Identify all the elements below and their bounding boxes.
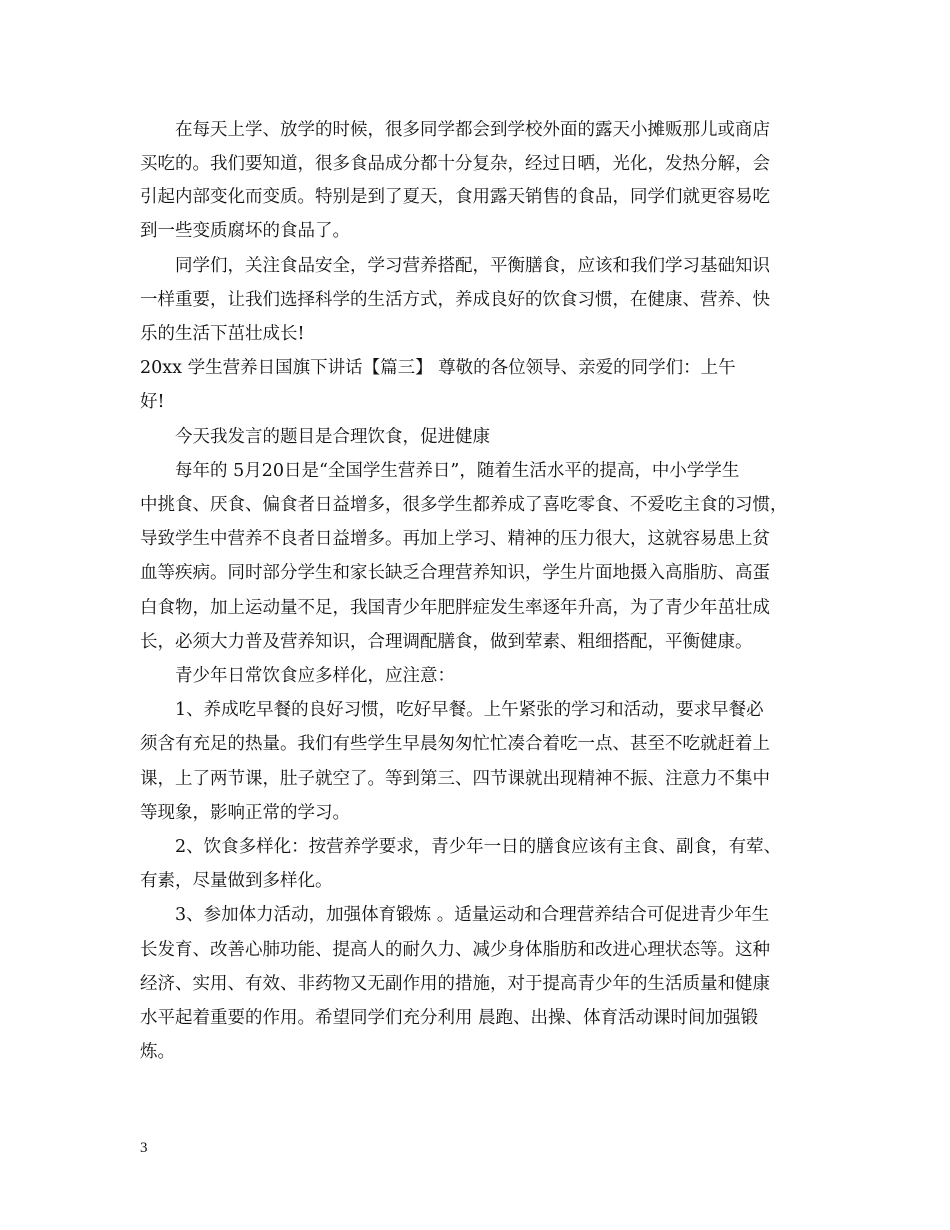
section-heading-line: 20xx 学生营养日国旗下讲话【篇三】 尊敬的各位领导、亲爱的同学们：上午 xyxy=(140,358,736,378)
text-line: 有素，尽量做到多样化。 xyxy=(140,871,333,891)
text-line: 在每天上学、放学的时候，很多同学都会到学校外面的露天小摊贩那儿或商店 xyxy=(175,120,770,140)
text-line: 1、养成吃早餐的良好习惯，吃好早餐。上午紧张的学习和活动，要求早餐必 xyxy=(175,700,764,720)
text-line: 2、饮食多样化：按营养学要求，青少年一日的膳食应该有主食、副食，有荤、 xyxy=(175,837,782,857)
text-line: 到一些变质腐坏的食品了。 xyxy=(140,221,350,241)
text-line: 经济、实用、有效、非药物又无副作用的措施，对于提高青少年的生活质量和健康 xyxy=(140,974,770,994)
text-line: 课，上了两节课，肚子就空了。等到第三、四节课就出现精神不振、注意力不集中 xyxy=(140,769,770,789)
text-line: 血等疾病。同时部分学生和家长缺乏合理营养知识，学生片面地摄入高脂肪、高蛋 xyxy=(140,563,770,583)
text-line: 今天我发言的题目是合理饮食，促进健康 xyxy=(175,427,490,447)
text-line: 炼。 xyxy=(140,1042,175,1062)
text-line: 买吃的。我们要知道，很多食品成分都十分复杂，经过日晒，光化，发热分解，会 xyxy=(140,154,770,174)
text-line: 乐的生活下茁壮成长! xyxy=(140,324,305,344)
text-line: 长，必须大力普及营养知识，合理调配膳食，做到荤素、粗细搭配，平衡健康。 xyxy=(140,632,753,652)
text-line: 白食物，加上运动量不足，我国青少年肥胖症发生率逐年升高，为了青少年茁壮成 xyxy=(140,598,770,618)
text-line: 好! xyxy=(140,392,165,412)
text-line: 3、参加体力活动，加强体育锻炼 。适量运动和合理营养结合可促进青少年生 xyxy=(175,905,770,925)
text-line: 一样重要，让我们选择科学的生活方式，养成良好的饮食习惯，在健康、营养、快 xyxy=(140,290,770,310)
text-line: 水平起着重要的作用。希望同学们充分利用 晨跑、出操、体育活动课时间加强锻 xyxy=(140,1008,759,1028)
text-line: 导致学生中营养不良者日益增多。再加上学习、精神的压力很大，这就容易患上贫 xyxy=(140,529,770,549)
text-line: 同学们，关注食品安全，学习营养搭配，平衡膳食，应该和我们学习基础知识 xyxy=(175,256,770,276)
text-line: 须含有充足的热量。我们有些学生早晨匆匆忙忙凑合着吃一点、甚至不吃就赶着上 xyxy=(140,734,770,754)
text-line: 等现象，影响正常的学习。 xyxy=(140,803,350,823)
text-line: 中挑食、厌食、偏食者日益增多，很多学生都养成了喜吃零食、不爱吃主食的习惯， xyxy=(140,495,788,515)
text-line: 长发育、改善心肺功能、提高人的耐久力、减少身体脂肪和改进心理状态等。这种 xyxy=(140,940,770,960)
text-line: 每年的 5月20日是“全国学生营养日”，随着生活水平的提高，中小学学生 xyxy=(175,461,740,481)
page-number: 3 xyxy=(140,1140,148,1156)
text-line: 青少年日常饮食应多样化，应注意： xyxy=(175,666,455,686)
text-line: 引起内部变化而变质。特别是到了夏天，食用露天销售的食品，同学们就更容易吃 xyxy=(140,187,770,207)
